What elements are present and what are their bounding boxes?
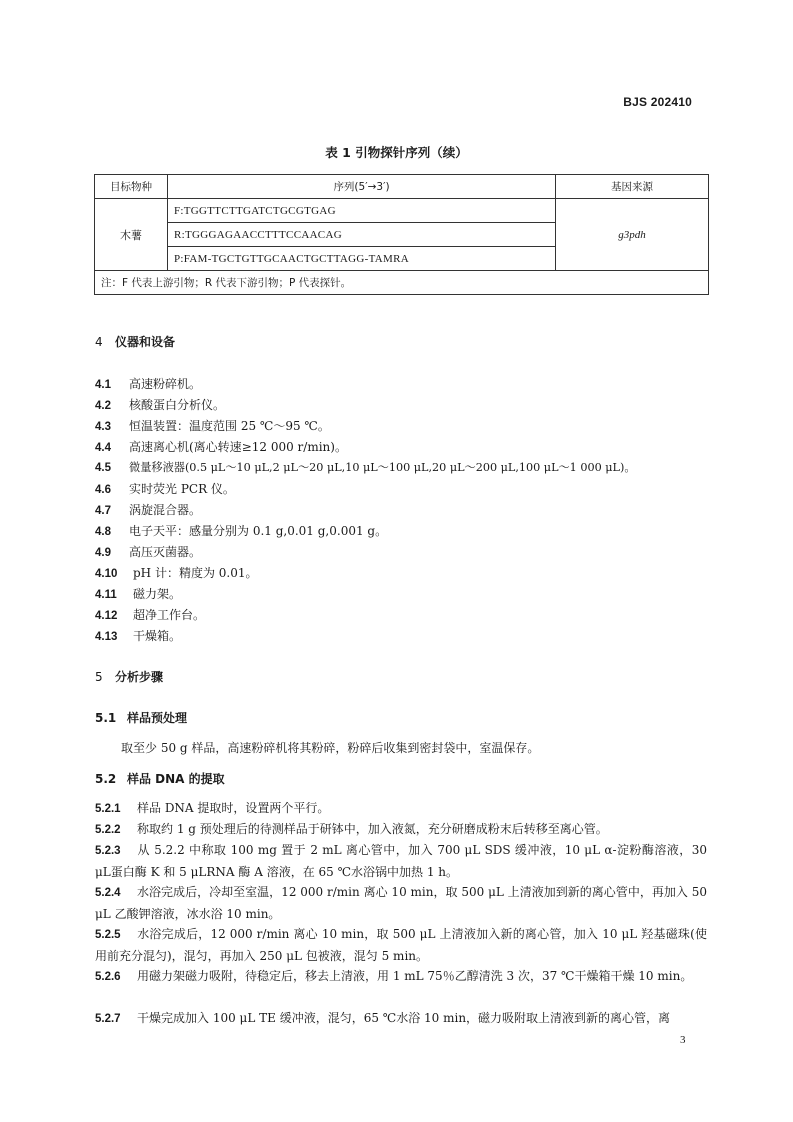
- item-text: 干燥箱。: [133, 629, 182, 643]
- col-gene-header: 基因来源: [556, 175, 709, 199]
- subsection-title: 样品 DNA 的提取: [127, 772, 225, 786]
- item-number: 4.1: [95, 379, 111, 391]
- item-number: 4.3: [95, 421, 111, 433]
- subsection-number: 5.2: [95, 772, 117, 786]
- step-text: 从 5.2.2 中称取 100 mg 置于 2 mL 离心管中，加入 700 μL SDS 缓冲液，10 μL α-淀粉酶溶液，30 μL蛋白酶 K 和 5 μLRNA 酶 A 溶液，在 65 ℃水浴锅中加热 1 h。: [95, 843, 707, 879]
- table-note-row: [95, 271, 709, 295]
- item-number: 4.4: [95, 442, 111, 454]
- list-item: [95, 543, 201, 560]
- subsection-title: 样品预处理: [127, 711, 188, 725]
- forward-primer: F:TGGTTCTTGATCTGCGTGAG: [168, 199, 556, 223]
- step-text: 水浴完成后，冷却至室温，12 000 r/min 离心 10 min，取 500 μL 上清液加到新的离心管中，再加入 50 μL 乙酸钾溶液，冰水浴 10 min。: [95, 885, 707, 921]
- item-text: pH 计：精度为 0.01。: [133, 566, 258, 580]
- list-item: [95, 438, 347, 455]
- list-item: [95, 522, 387, 539]
- item-number: 4.7: [95, 505, 111, 517]
- step-number: 5.2.6: [95, 971, 121, 983]
- item-number: 4.6: [95, 484, 111, 496]
- item-text: 高速粉碎机。: [129, 377, 202, 391]
- step: [95, 1008, 707, 1030]
- list-item: [95, 480, 235, 497]
- step: [95, 840, 707, 883]
- item-number: 4.8: [95, 526, 111, 538]
- document-code: BJS 202410: [623, 95, 692, 109]
- item-number: 4.9: [95, 547, 111, 559]
- list-item: [95, 375, 201, 392]
- step-text: 样品 DNA 提取时，设置两个平行。: [137, 801, 330, 815]
- step-number: 5.2.4: [95, 887, 121, 899]
- item-text: 恒温装置：温度范围 25 ℃～95 ℃。: [129, 419, 330, 433]
- step-text: 用磁力架磁力吸附，待稳定后，移去上清液，用 1 mL 75％乙醇清洗 3 次，37 ℃干燥箱干燥 10 min。: [137, 969, 693, 983]
- item-text: 高压灭菌器。: [129, 545, 202, 559]
- probe: P:FAM-TGCTGTTGCAACTGCTTAGG-TAMRA: [168, 247, 556, 271]
- section-title: 仪器和设备: [115, 335, 176, 349]
- step: [95, 798, 707, 820]
- item-text: 超净工作台。: [133, 608, 206, 622]
- list-item: [95, 417, 330, 434]
- page-number: 3: [680, 1034, 686, 1046]
- step-number: 5.2.7: [95, 1013, 121, 1025]
- list-item: [95, 396, 225, 413]
- list-item: [95, 606, 205, 623]
- item-number: 4.13: [95, 631, 118, 643]
- step: [95, 966, 707, 988]
- list-item: [95, 585, 181, 602]
- species-cell: 木薯: [95, 199, 168, 271]
- step-text: 干燥完成加入 100 μL TE 缓冲液，混匀，65 ℃水浴 10 min，磁力吸附取上清液到新的离心管，离: [137, 1011, 671, 1025]
- table-header-row: [95, 175, 709, 199]
- table-note: 注：F 代表上游引物；R 代表下游引物；P 代表探针。: [95, 271, 709, 295]
- item-text: 电子天平：感量分别为 0.1 g,0.01 g,0.001 g。: [129, 524, 388, 538]
- paragraph: 取至少 50 g 样品，高速粉碎机将其粉碎，粉碎后收集到密封袋中，室温保存。: [121, 741, 540, 755]
- section-title: 分析步骤: [115, 670, 164, 684]
- step-number: 5.2.5: [95, 929, 121, 941]
- item-text: 实时荧光 PCR 仪。: [129, 482, 235, 496]
- list-item: [95, 459, 636, 475]
- gene-cell: g3pdh: [556, 199, 709, 271]
- item-text: 磁力架。: [133, 587, 182, 601]
- item-number: 4.10: [95, 568, 118, 580]
- step-number: 5.2.3: [95, 845, 121, 857]
- step: [95, 882, 707, 925]
- step-number: 5.2.2: [95, 824, 121, 836]
- item-text: 高速离心机(离心转速≥12 000 r/min)。: [129, 440, 347, 454]
- primer-probe-table: [94, 174, 709, 295]
- col-sequence-header: 序列(5′→3′): [168, 175, 556, 199]
- subsection-number: 5.1: [95, 711, 117, 725]
- step-text: 称取约 1 g 预处理后的待测样品于研钵中，加入液氮，充分研磨成粉末后转移至离心管。: [137, 822, 608, 836]
- item-number: 4.2: [95, 400, 111, 412]
- step: [95, 924, 707, 967]
- table-row: [95, 199, 709, 223]
- section-4-heading: [95, 333, 175, 350]
- list-item: [95, 564, 258, 581]
- step-text: 水浴完成后，12 000 r/min 离心 10 min，取 500 μL 上清液加入新的离心管，加入 10 μL 羟基磁珠(使用前充分混匀)，混匀，再加入 250 μL 包被液，混匀 5 min。: [95, 927, 707, 963]
- section-5-heading: [95, 668, 163, 685]
- col-species-header: 目标物种: [95, 175, 168, 199]
- reverse-primer: R:TGGGAGAACCTTTCCAACAG: [168, 223, 556, 247]
- table-caption: 表 1 引物探针序列（续）: [325, 145, 468, 160]
- item-number: 4.11: [95, 589, 117, 601]
- item-text: 核酸蛋白分析仪。: [129, 398, 226, 412]
- item-text: 微量移液器(0.5 μL～10 μL,2 μL～20 μL,10 μL～100 μL,20 μL～200 μL,100 μL～1 000 μL)。: [129, 461, 636, 474]
- list-item: [95, 627, 181, 644]
- item-number: 4.12: [95, 610, 118, 622]
- item-text: 涡旋混合器。: [129, 503, 202, 517]
- list-item: [95, 501, 201, 518]
- subsection-5-1-heading: [95, 709, 187, 726]
- section-number: 4: [95, 335, 103, 349]
- item-number: 4.5: [95, 462, 111, 474]
- subsection-5-2-heading: [95, 770, 225, 787]
- step-number: 5.2.1: [95, 803, 121, 815]
- step: [95, 819, 707, 841]
- section-number: 5: [95, 670, 103, 684]
